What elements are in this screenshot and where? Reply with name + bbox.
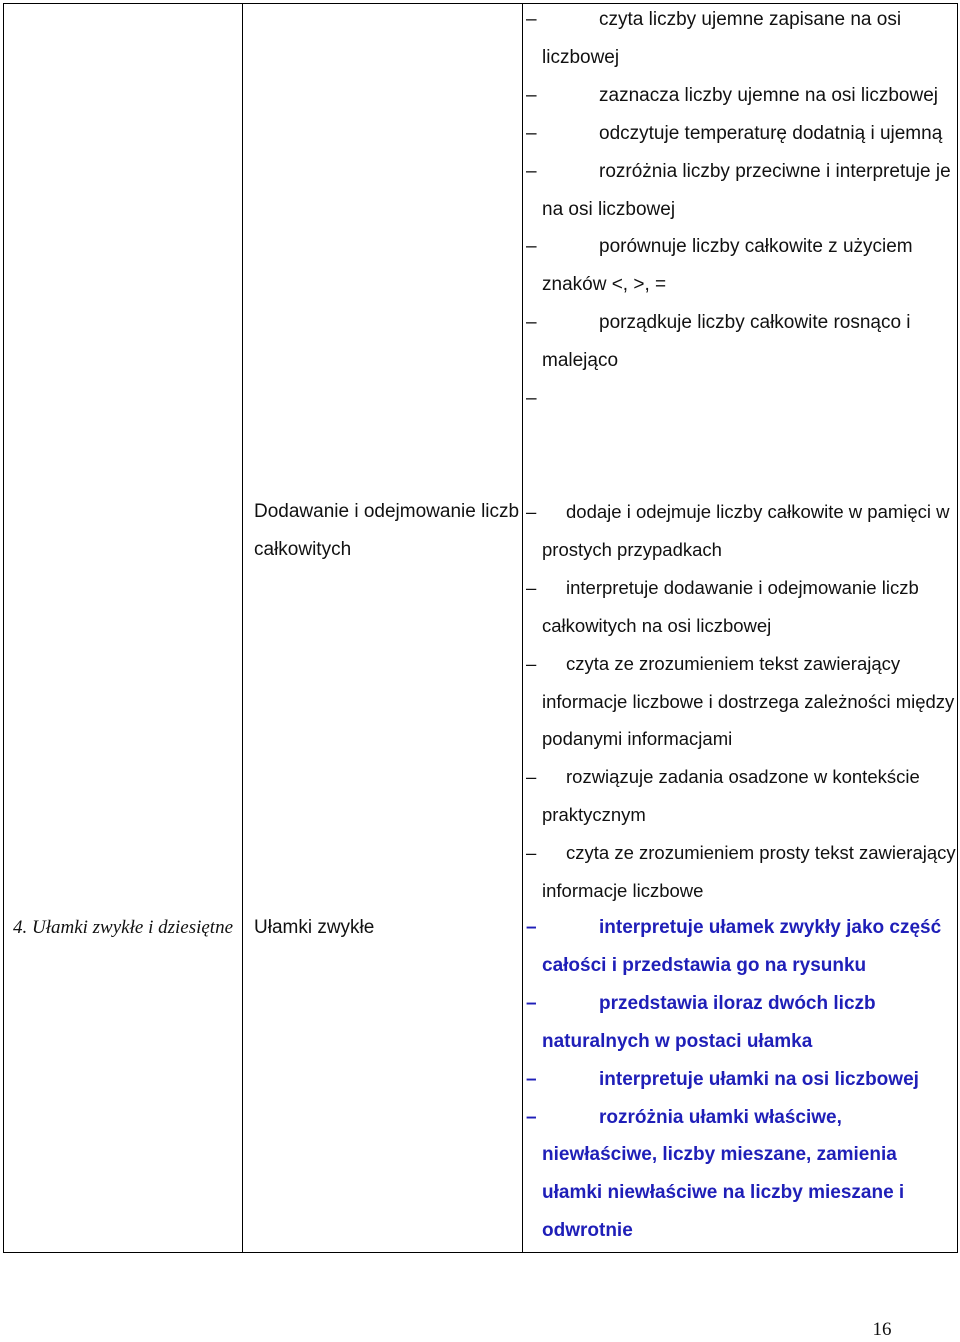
requirement-text: odczytuje temperaturę dodatnią i ujemną xyxy=(599,122,943,144)
curriculum-table xyxy=(3,3,958,1253)
list-item xyxy=(526,115,957,153)
requirement-text: interpretuje dodawanie i odejmowanie liczb całkowitych na osi liczbowej xyxy=(542,576,919,636)
requirement-text: porządkuje liczby całkowite rosnąco i malejąco xyxy=(542,312,911,372)
column-divider xyxy=(242,4,243,1252)
requirement-text: interpretuje ułamki na osi liczbowej xyxy=(599,1068,919,1090)
page-number: 16 xyxy=(872,1319,892,1340)
list-item xyxy=(526,77,957,115)
requirements-integers-adding xyxy=(526,493,957,910)
list-item xyxy=(526,758,957,834)
requirement-text xyxy=(542,380,957,418)
dash-marker: – xyxy=(526,160,537,182)
dash-marker: – xyxy=(526,576,537,598)
requirement-text: interpretuje ułamek zwykły jako część całości i przedstawia go na rysunku xyxy=(542,917,942,976)
requirement-text: rozwiązuje zadania osadzone w kontekście praktycznym xyxy=(542,766,920,826)
list-item xyxy=(526,1,957,77)
list-item xyxy=(526,985,957,1061)
list-item xyxy=(526,909,957,985)
requirement-text: czyta ze zrozumieniem prosty tekst zawierający informacje liczbowe xyxy=(542,842,956,902)
list-item xyxy=(526,834,957,910)
subtopic-integers: Dodawanie i odejmowanie liczb całkowitych xyxy=(254,501,520,560)
topic-cell: 4. Ułamki zwykłe i dziesiętne xyxy=(12,917,234,938)
list-item xyxy=(526,380,957,418)
list-item xyxy=(526,569,957,645)
list-item xyxy=(526,1061,957,1099)
dash-marker: – xyxy=(526,9,537,30)
requirement-text: rozróżnia ułamki właściwe, niewłaściwe, liczby mieszane, zamienia ułamki niewłaściwe na liczby mieszane i odwrotnie xyxy=(542,1106,905,1242)
list-item xyxy=(526,1099,957,1251)
dash-marker: – xyxy=(526,388,537,410)
requirement-text: dodaje i odejmuje liczby całkowite w pamięci w prostych przypadkach xyxy=(542,501,950,560)
requirement-text: rozróżnia liczby przeciwne i interpretuje je na osi liczbowej xyxy=(542,160,951,220)
subtopic-fractions: Ułamki zwykłe xyxy=(254,917,375,938)
requirement-text: czyta liczby ujemne zapisane na osi liczbowej xyxy=(542,9,902,68)
dash-marker: – xyxy=(526,766,537,788)
dash-marker: – xyxy=(526,917,537,938)
dash-marker: – xyxy=(526,992,537,1014)
list-item xyxy=(526,304,957,380)
dash-marker: – xyxy=(526,652,537,674)
requirements-integers-reading xyxy=(526,1,957,418)
list-item xyxy=(526,493,957,569)
list-item xyxy=(526,645,957,759)
list-item xyxy=(526,228,957,304)
list-item xyxy=(526,153,957,229)
requirement-text: przedstawia iloraz dwóch liczb naturalnych w postaci ułamka xyxy=(542,992,876,1052)
column-divider xyxy=(522,4,523,1252)
requirements-fractions xyxy=(526,909,957,1250)
dash-marker: – xyxy=(526,236,537,258)
dash-marker: – xyxy=(526,1068,537,1090)
dash-marker: – xyxy=(526,1106,537,1128)
requirement-text: porównuje liczby całkowite z użyciem znaków <, >, = xyxy=(542,236,913,296)
dash-marker: – xyxy=(526,84,537,106)
dash-marker: – xyxy=(526,122,537,144)
requirement-text: czyta ze zrozumieniem tekst zawierający informacje liczbowe i dostrzega zależności między podanymi informacjami xyxy=(542,652,955,750)
dash-marker: – xyxy=(526,842,537,864)
dash-marker: – xyxy=(526,501,537,522)
dash-marker: – xyxy=(526,312,537,334)
requirement-text: zaznacza liczby ujemne na osi liczbowej xyxy=(599,84,938,106)
